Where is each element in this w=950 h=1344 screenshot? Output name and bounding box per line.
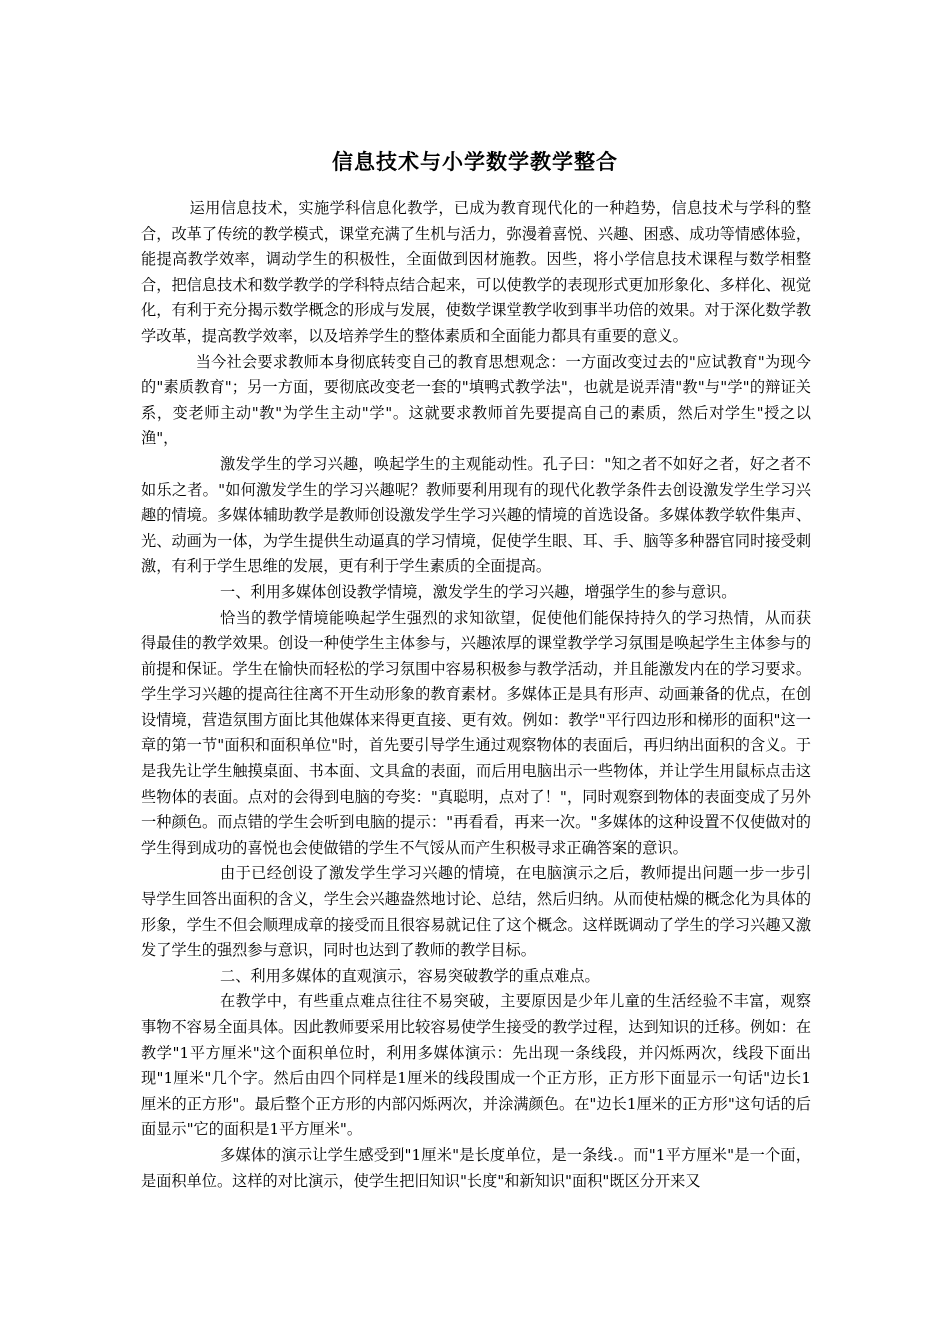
document-title: 信息技术与小学数学教学整合 — [332, 150, 618, 174]
paragraph-interest: 激发学生的学习兴趣，唤起学生的主观能动性。孔子曰："知之者不如好之者，好之者不如乐之者。"如何激发学生的学习兴趣呢？教师要利用现有的现代化教学条件去创设激发学生学习兴趣的情境。多媒体辅助教学是教师创设激发学生学习兴趣的情境的首选设备。多媒体教学软件集声、光、动画为一体，为学生提供生动逼真的学习情境，促使学生眼、耳、手、脑等多种器官同时接受刺激，有利于学生思维的发展，更有利于学生素质的全面提高。 — [141, 454, 811, 576]
paragraph-situation: 恰当的教学情境能唤起学生强烈的求知欲望，促使他们能保持持久的学习热情，从而获得最佳的教学效果。创设一种使学生主体参与，兴趣浓厚的课堂教学学习氛围是唤起学生主体参与的前提和保证。学生在愉快而轻松的学习氛围中容易积极参与教学活动，并且能激发内在的学习要求。学生学习兴趣的提高往往离不开生动形象的教育素材。多媒体正是具有形声、动画兼备的优点，在创设情境，营造氛围方面比其他媒体来得更直接、更有效。例如：教学"平行四边形和梯形的面积"这一章的第一节"面积和面积单位"时，首先要引导学生通过观察物体的表面后，再归纳出面积的含义。于是我先让学生触摸桌面、书本面、文具盒的表面，而后用电脑出示一些物体，并让学生用鼠标点击这些物体的表面。点对的会得到电脑的夸奖："真聪明，点对了！"，同时观察到物体的表面变成了另外一种颜色。而点错的学生会听到电脑的提示："再看看，再来一次。"多媒体的这种设置不仅使做对的学生得到成功的喜悦也会使做错的学生不气馁从而产生积极寻求正确答案的意识。 — [141, 608, 811, 857]
paragraph-intro: 运用信息技术，实施学科信息化教学，已成为教育现代化的一种趋势，信息技术与学科的整合，改革了传统的教学模式，课堂充满了生机与活力，弥漫着喜悦、兴趣、困惑、成功等情感体验，能提高教学效率，调动学生的积极性，全面做到因材施教。因些，将小学信息技术课程与数学相整合，把信息技术和数学教学的学科特点结合起来，可以使教学的表现形式更加形象化、多样化、视觉化，有利于充分揭示数学概念的形成与发展，使数学课堂教学收到事半功倍的效果。对于深化数学教学改革，提高教学效率，以及培养学生的整体素质和全面能力都具有重要的意义。 — [141, 199, 811, 345]
section-heading-2: 二、利用多媒体的直观演示，容易突破教学的重点难点。 — [220, 966, 600, 985]
paragraph-key-points: 在教学中，有些重点难点往往不易突破，主要原因是少年儿童的生活经验不丰富，观察事物不容易全面具体。因此教师要采用比较容易使学生接受的教学过程，达到知识的迁移。例如：在教学"1平方厘米"这个面积单位时，利用多媒体演示：先出现一条线段，并闪烁两次，线段下面出现"1厘米"几个字。然后由四个同样是1厘米的线段围成一个正方形，正方形下面显示一句话"边长1厘米的正方形"。最后整个正方形的内部闪烁两次，并涂满颜色。在"边长1厘米的正方形"这句话的后面显示"它的面积是1平方厘米"。 — [141, 992, 811, 1139]
paragraph-demonstration: 由于已经创设了激发学生学习兴趣的情境，在电脑演示之后，教师提出问题一步一步引导学生回答出面积的含义，学生会兴趣盎然地讨论、总结，然后归纳。从而使枯燥的概念化为具体的形象，学生不但会顺理成章的接受而且很容易就记住了这个概念。这样既调动了学生的学习兴趣又激发了学生的强烈参与意识，同时也达到了教师的教学目标。 — [141, 864, 811, 960]
document-body — [141, 196, 811, 1194]
paragraph-comparison: 多媒体的演示让学生感受到"1厘米"是长度单位，是一条线.。而"1平方厘米"是一个面，是面积单位。这样的对比演示，使学生把旧知识"长度"和新知识"面积"既区分开来又 — [141, 1145, 811, 1190]
section-heading-1: 一、利用多媒体创设教学情境，激发学生的学习兴趣，增强学生的参与意识。 — [220, 582, 737, 601]
paragraph-teacher-concept: 当今社会要求教师本身彻底转变自己的教育思想观念：一方面改变过去的"应试教育"为现今的"素质教育"；另一方面，要彻底改变老一套的"填鸭式教学法"，也就是说弄清"教"与"学"的辩证关系，变老师主动"教"为学生主动"学"。这就要求教师首先要提高自己的素质，然后对学生"授之以渔"， — [141, 352, 811, 448]
